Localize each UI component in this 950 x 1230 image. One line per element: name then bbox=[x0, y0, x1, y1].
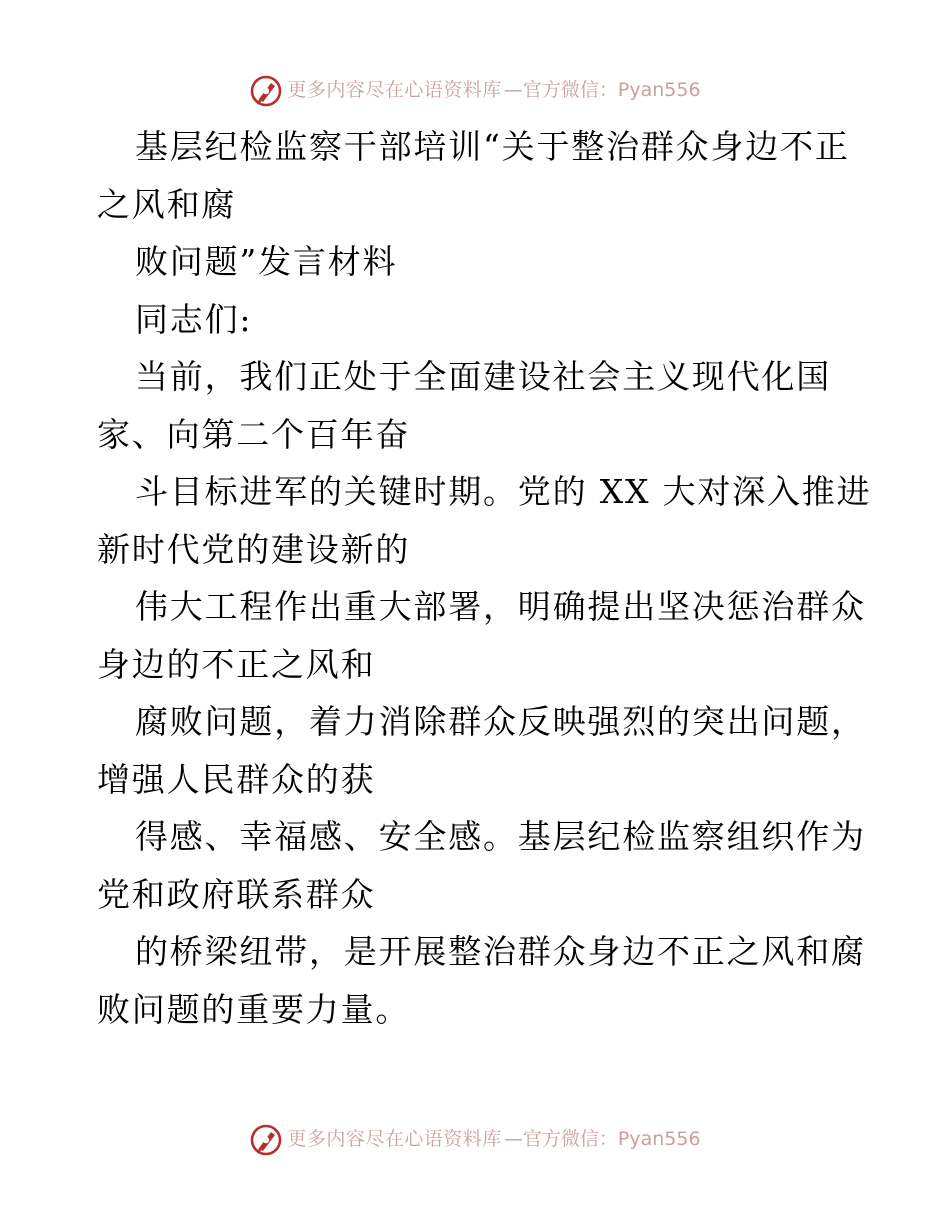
body-line: 新时代党的建设新的 bbox=[97, 529, 411, 569]
header-watermark bbox=[0, 70, 950, 110]
body-line: 增强人民群众的获 bbox=[97, 759, 376, 799]
title-line-2: 之风和腐 bbox=[97, 184, 237, 224]
watermark-contact-text: —官方微信：Pyan556 bbox=[503, 78, 701, 101]
body-line: 得感、幸福感、安全感。基层纪检监察组织作为 bbox=[135, 817, 866, 856]
watermark-site-text: 更多内容尽在心语资料库 bbox=[287, 78, 502, 101]
body-line: 党和政府联系群众 bbox=[97, 874, 376, 914]
title-line-1: 基层纪检监察干部培训“关于整治群众身边不正 bbox=[135, 127, 850, 166]
body-line: 身边的不正之风和 bbox=[97, 644, 376, 684]
watermark-contact-text: —官方微信：Pyan556 bbox=[503, 1127, 701, 1150]
body-line: 斗目标进军的关键时期。党的 XX 大对深入推进 bbox=[135, 472, 872, 511]
body-line: 伟大工程作出重大部署，明确提出坚决惩治群众 bbox=[135, 587, 866, 626]
body-line: 的桥梁纽带，是开展整治群众身边不正之风和腐 bbox=[135, 932, 866, 971]
body-line: 当前，我们正处于全面建设社会主义现代化国 bbox=[135, 357, 831, 396]
body-line: 败问题的重要力量。 bbox=[97, 989, 411, 1029]
footer-watermark bbox=[0, 1119, 950, 1159]
pen-logo-icon bbox=[249, 73, 283, 107]
salutation: 同志们: bbox=[135, 299, 253, 339]
document-body bbox=[97, 118, 872, 1038]
body-line: 家、向第二个百年奋 bbox=[97, 414, 411, 454]
title-line-3: 败问题”发言材料 bbox=[135, 242, 398, 281]
pen-logo-icon bbox=[249, 1122, 283, 1156]
body-line: 腐败问题，着力消除群众反映强烈的突出问题， bbox=[135, 702, 866, 741]
watermark-site-text: 更多内容尽在心语资料库 bbox=[287, 1127, 502, 1150]
